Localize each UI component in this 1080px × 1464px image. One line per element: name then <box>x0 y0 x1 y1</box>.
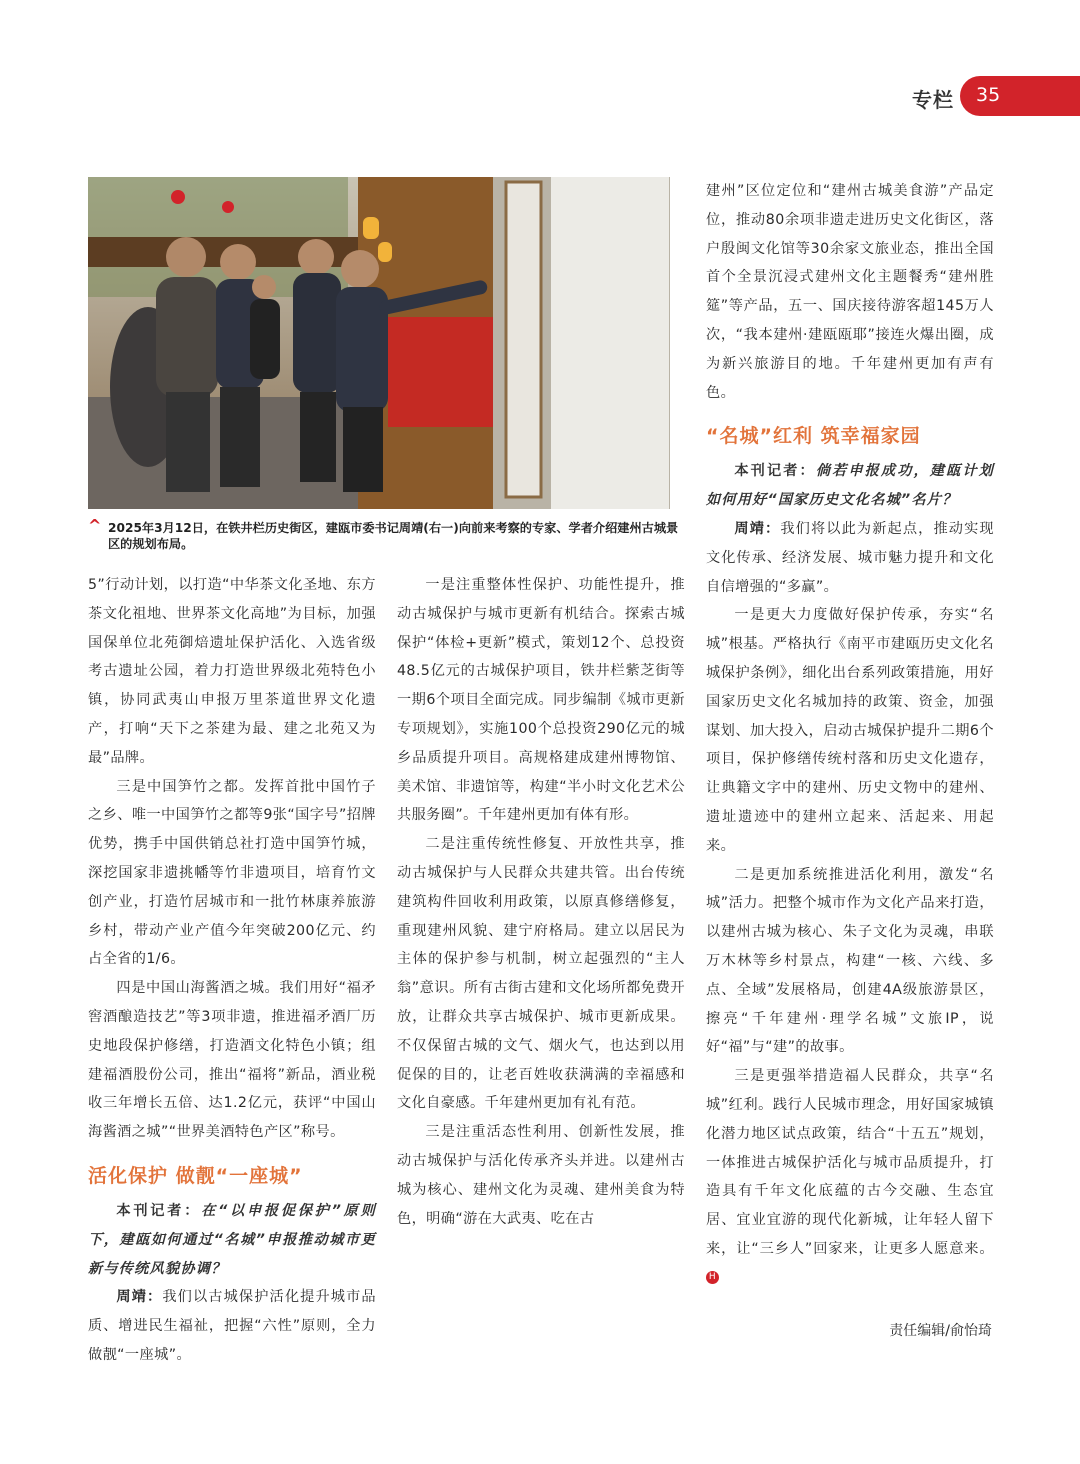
text-column-2 <box>397 571 685 1233</box>
paragraph-text: 三是更强举措造福人民群众，共享“名城”红利。践行人民城市理念，用好国家城镇化潜力地区试点政策，结合“十五五”规划，一体推进古城保护活化与城市品质提升，打造具有千年文化底蕴的古今交融、生态宜居、宜业宜游的现代化新城，让年轻人留下来，让“三乡人”回家来，让更多人愿意来。 <box>706 1068 994 1257</box>
paragraph: 建州”区位定位和“建州古城美食游”产品定位，推动80余项非遗走进历史文化街区，落户殷闽文化馆等30余家文旅业态，推出全国首个全景沉浸式建州文化主题餐秀“建州胜筵”等产品，五一、国庆接待游客超145万人次，“我本建州·建瓯瓯耶”接连火爆出圈，成为新兴旅游目的地。千年建州更加有声有色。 <box>706 183 994 401</box>
interview-answer-1 <box>88 1283 376 1369</box>
paragraph: 三是中国笋竹之都。发挥首批中国竹子之乡、唯一中国笋竹之都等9张“国字号”招牌优势，携手中国供销总社打造中国笋竹城，深挖国家非遗挑幡等竹非遗项目，培育竹文创产业，打造竹居城市和一批竹林康养旅游乡村，带动产业产值今年突破200亿元、约占全省的1/6。 <box>88 778 376 968</box>
paragraph <box>706 1062 994 1292</box>
page-number-tab <box>960 76 1080 116</box>
caret-up-icon: ^ <box>88 516 102 535</box>
answer-speaker: 周靖： <box>116 1289 163 1306</box>
section-heading-1: 活化保护 做靓“一座城” <box>88 1164 303 1187</box>
question-text: 在“以申报促保护”原则下，建瓯如何通过“名城”申报推动城市更新与传统风貌协调？ <box>88 1202 376 1277</box>
article-photo <box>88 177 670 509</box>
paragraph: 一是更大力度做好保护传承，夯实“名城”根基。严格执行《南平市建瓯历史文化名城保护条例》，细化出台系列政策措施，用好国家历史文化名城加持的政策、资金，加强谋划、加大投入，启动古城保护提升二期6个项目，保护修缮传统村落和历史文化遗存，让典籍文字中的建州、历史文物中的建州、遗址遗迹中的建州立起来、活起来、用起来。 <box>706 607 994 854</box>
question-speaker: 本刊记者： <box>734 463 816 480</box>
question-speaker: 本刊记者： <box>116 1202 202 1219</box>
section-heading-2: “名城”红利 筑幸福家园 <box>706 425 921 448</box>
end-mark-icon: H <box>706 1271 719 1284</box>
paragraph: 三是注重活态性利用、创新性发展，推动古城保护与活化传承齐头并进。以建州古城为核心、建州文化为灵魂、建州美食为特色，明确“游在大武夷、吃在古 <box>397 1124 685 1227</box>
paragraph: 二是更加系统推进活化利用，激发“名城”活力。把整个城市作为文化产品来打造，以建州古城为核心、朱子文化为灵魂，串联万木林等乡村景点，构建“一核、六线、多点、全域”发展格局，创建4A级旅游景区，擦亮“千年建州·理学名城”文旅IP，说好“福”与“建”的故事。 <box>706 866 994 1056</box>
editor-credit: 责任编辑/俞怡琦 <box>889 1323 992 1339</box>
street-scene-illustration <box>88 177 670 509</box>
answer-text: 我们将以此为新起点，推动实现文化传承、经济发展、城市魅力提升和文化自信增强的“多赢”。 <box>706 520 995 595</box>
answer-text: 我们以古城保护活化提升城市品质、增进民生福祉，把握“六性”原则，全力做靓“一座城”。 <box>88 1289 377 1363</box>
caption-text: 2025年3月12日，在铁井栏历史街区，建瓯市委书记周靖(右一)向前来考察的专家、学者介绍建州古城景区的规划布局。 <box>108 521 679 551</box>
paragraph: 二是注重传统性修复、开放性共享，推动古城保护与人民群众共建共管。出台传统建筑构件回收利用政策，以原真修缮修复，重现建州风貌、建宁府格局。建立以居民为主体的保护参与机制，树立起强烈的“主人翁”意识。所有古街古建和文化场所都免费开放，让群众共享古城保护、城市更新成果。不仅保留古城的文气、烟火气，也达到以用促保的目的，让老百姓收获满满的幸福感和文化自豪感。千年建州更加有礼有范。 <box>397 836 685 1112</box>
text-column-1 <box>88 571 376 1370</box>
answer-speaker: 周靖： <box>734 520 781 537</box>
text-column-3 <box>706 177 994 1292</box>
section-label: 专栏 <box>912 88 954 112</box>
interview-question-1 <box>88 1197 376 1283</box>
interview-answer-2 <box>706 515 994 601</box>
paragraph: 一是注重整体性保护、功能性提升，推动古城保护与城市更新有机结合。探索古城保护“体检+更新”模式，策划12个、总投资48.5亿元的古城保护项目，铁井栏紫芝街等一期6个项目全面完成。同步编制《城市更新专项规划》，实施100个总投资290亿元的城乡品质提升项目。高规格建成建州博物馆、美术馆、非遗馆等，构建“半小时文化艺术公共服务圈”。千年建州更加有体有形。 <box>397 577 685 824</box>
paragraph: 5”行动计划，以打造“中华茶文化圣地、东方茶文化祖地、世界茶文化高地”为目标，加强国保单位北苑御焙遗址保护活化、入选省级考古遗址公园，着力打造世界级北苑特色小镇，协同武夷山申报万里茶道世界文化遗产，打响“天下之茶建为最、建之北苑又为最”品牌。 <box>88 577 376 766</box>
page-header <box>880 76 1080 116</box>
interview-question-2 <box>706 457 994 515</box>
page-number: 35 <box>976 84 1001 106</box>
photo-caption <box>88 516 688 552</box>
question-text: 倘若申报成功，建瓯计划如何用好“国家历史文化名城”名片？ <box>706 463 994 509</box>
paragraph: 四是中国山海酱酒之城。我们用好“福矛窖酒酿造技艺”等3项非遗，推进福矛酒厂历史地段保护修缮，打造酒文化特色小镇；组建福酒股份公司，推出“福将”新品，酒业税收三年增长五倍、达1.2亿元，获评“中国山海酱酒之城”“世界美酒特色产区”称号。 <box>88 980 376 1141</box>
